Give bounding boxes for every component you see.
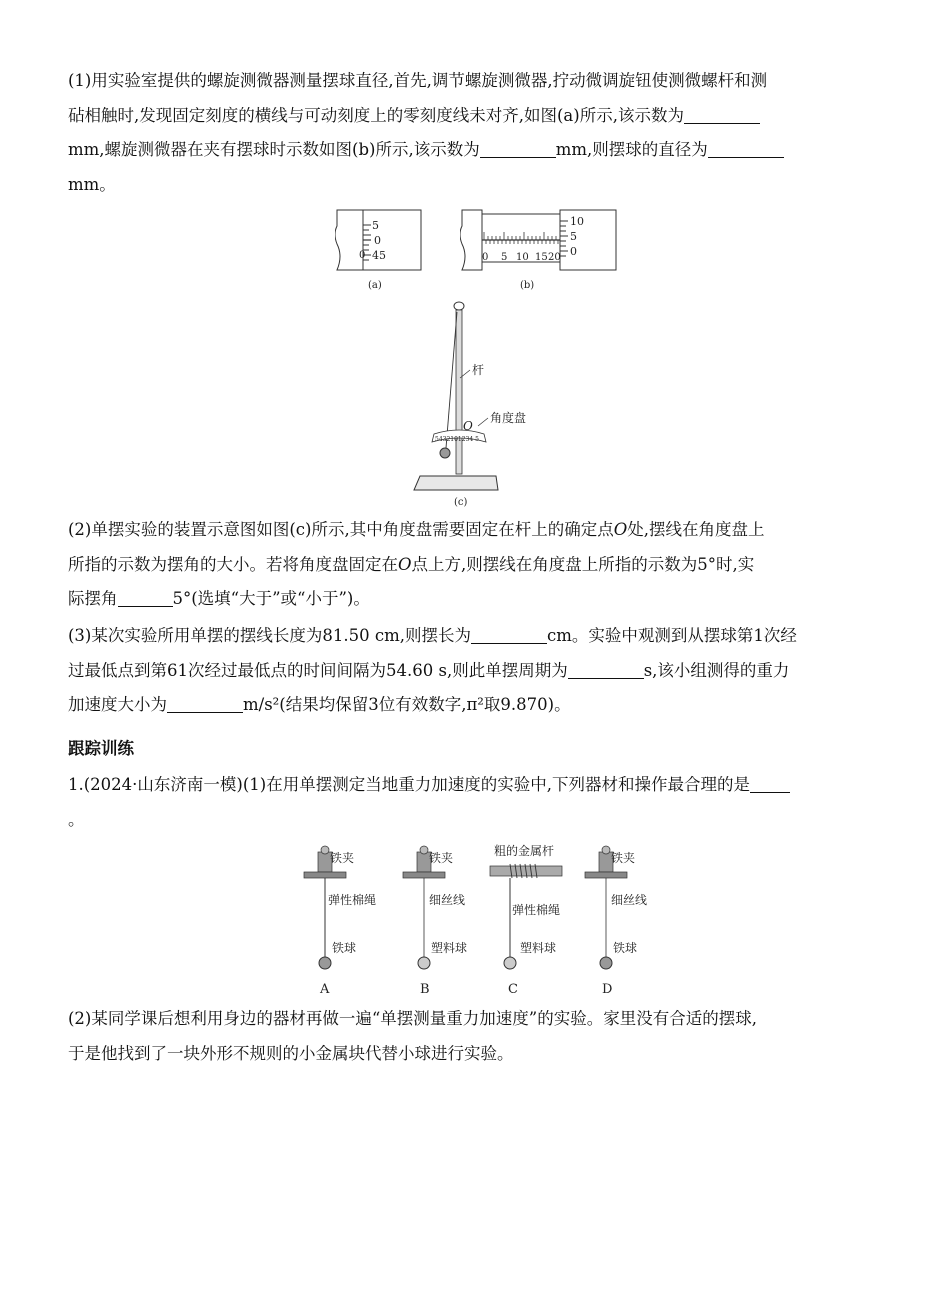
q3-line-3: 加速度大小为 m/s²(结果均保留3位有效数字,π²取9.870)。 xyxy=(68,695,571,714)
option-c xyxy=(490,843,562,997)
answer-blank-reading-b[interactable] xyxy=(480,140,556,158)
option-c-string: 弹性棉绳 xyxy=(512,903,561,917)
pendulum-figure-c xyxy=(410,298,550,510)
option-c-ball: 塑料球 xyxy=(520,941,557,955)
fig-a-tick-5: 5 xyxy=(372,219,379,232)
option-a-letter: A xyxy=(320,982,330,997)
answer-blank-period[interactable] xyxy=(568,660,644,678)
option-b-ball: 塑料球 xyxy=(431,941,468,955)
fig-b-caption: (b) xyxy=(520,280,535,291)
option-d xyxy=(585,846,647,997)
t2-line-2: 于是他找到了一块外形不规则的小金属块代替小球进行实验。 xyxy=(68,1043,514,1063)
option-c-top: 粗的金属杆 xyxy=(494,844,555,858)
fig-c-rod-label: 杆 xyxy=(472,363,485,377)
section-title: 跟踪训练 xyxy=(68,739,134,758)
option-a-ball: 铁球 xyxy=(332,941,357,955)
fig-c-caption: (c) xyxy=(454,497,468,508)
question-2 xyxy=(68,513,886,617)
fig-b-main-0: 0 xyxy=(482,252,489,263)
option-a-top: 铁夹 xyxy=(330,851,355,865)
fig-b-vernier-5: 5 xyxy=(570,230,577,243)
training-question-1 xyxy=(68,768,886,837)
option-d-ball: 铁球 xyxy=(613,941,638,955)
q2-line-3: 际摆角 5°(选填“大于”或“小于”)。 xyxy=(68,589,370,608)
option-b xyxy=(403,846,467,997)
fig-a-fixed-zero: 0 xyxy=(359,250,366,261)
answer-blank-gravity[interactable] xyxy=(167,695,243,713)
fig-b-main-5: 5 xyxy=(501,252,508,263)
option-d-top: 铁夹 xyxy=(611,851,636,865)
option-a xyxy=(304,846,376,997)
answer-blank-angle[interactable] xyxy=(118,589,173,607)
fig-c-dial-label: 角度盘 xyxy=(490,411,527,425)
answer-blank-diameter[interactable] xyxy=(708,140,784,158)
t2-line-1: (2)某同学课后想利用身边的器材再做一遍“单摆测量重力加速度”的实验。家里没有合适的摆球, xyxy=(68,1009,757,1028)
fig-a-tick-45: 45 xyxy=(372,249,386,262)
q2-point-o-2: O xyxy=(398,554,412,574)
training-question-2 xyxy=(68,1002,886,1071)
q1-line-2: 砧相触时,发现固定刻度的横线与可动刻度上的零刻度线未对齐,如图(a)所示,该示数为 xyxy=(68,99,886,134)
t1-line-2: 。 xyxy=(68,809,85,829)
answer-blank-zero-error[interactable] xyxy=(684,105,760,123)
options-figure xyxy=(296,838,676,998)
fig-b-vernier-0: 0 xyxy=(570,245,577,258)
q1-line-1: (1)用实验室提供的螺旋测微器测量摆球直径,首先,调节螺旋测微器,拧动微调旋钮使测微螺杆和测 xyxy=(68,71,768,90)
q2-line-2: 所指的示数为摆角的大小。若将角度盘固定在O点上方,则摆线在角度盘上所指的示数为5°时,实 xyxy=(68,554,755,574)
q2-line-1: (2)单摆实验的装置示意图如图(c)所示,其中角度盘需要固定在杆上的确定点O处,摆线在角度盘上 xyxy=(68,520,765,539)
answer-blank-length[interactable] xyxy=(471,626,547,644)
q2-point-o: O xyxy=(613,520,628,539)
option-b-top: 铁夹 xyxy=(429,851,454,865)
option-d-string: 细丝线 xyxy=(611,893,648,907)
fig-c-dial-scale: 5432101234 5 xyxy=(435,436,479,443)
fig-c-point-o: O xyxy=(463,419,473,433)
q3-line-2: 过最低点到第61次经过最低点的时间间隔为54.60 s,则此单摆周期为 s,该小组测得的重力 xyxy=(68,660,790,680)
option-b-string: 细丝线 xyxy=(429,893,466,907)
t1-line-1: 1.(2024·山东济南一模)(1)在用单摆测定当地重力加速度的实验中,下列器材和操作最合理的是 xyxy=(68,768,886,803)
fig-a-tick-0: 0 xyxy=(374,234,381,247)
micrometer-figure-a xyxy=(335,206,430,296)
answer-blank-choice[interactable] xyxy=(750,775,790,793)
option-a-string: 弹性棉绳 xyxy=(328,893,377,907)
q1-line-4: mm。 xyxy=(68,174,116,194)
fig-b-main-20: 20 xyxy=(548,252,561,263)
q1-line-3: mm,螺旋测微器在夹有摆球时示数如图(b)所示,该示数为 mm,则摆球的直径为 xyxy=(68,133,886,168)
question-1 xyxy=(68,64,886,202)
question-3 xyxy=(68,619,886,723)
fig-b-main-10: 10 xyxy=(516,252,529,263)
option-c-letter: C xyxy=(508,982,518,997)
option-b-letter: B xyxy=(420,982,430,997)
micrometer-figure-b xyxy=(460,206,620,296)
fig-b-vernier-10: 10 xyxy=(570,215,584,228)
fig-b-main-15: 15 xyxy=(535,252,548,263)
q3-line-1: (3)某次实验所用单摆的摆线长度为81.50 cm,则摆长为 cm。实验中观测到从摆球第1次经 xyxy=(68,626,797,645)
option-d-letter: D xyxy=(602,982,613,997)
fig-a-caption: (a) xyxy=(368,280,382,291)
